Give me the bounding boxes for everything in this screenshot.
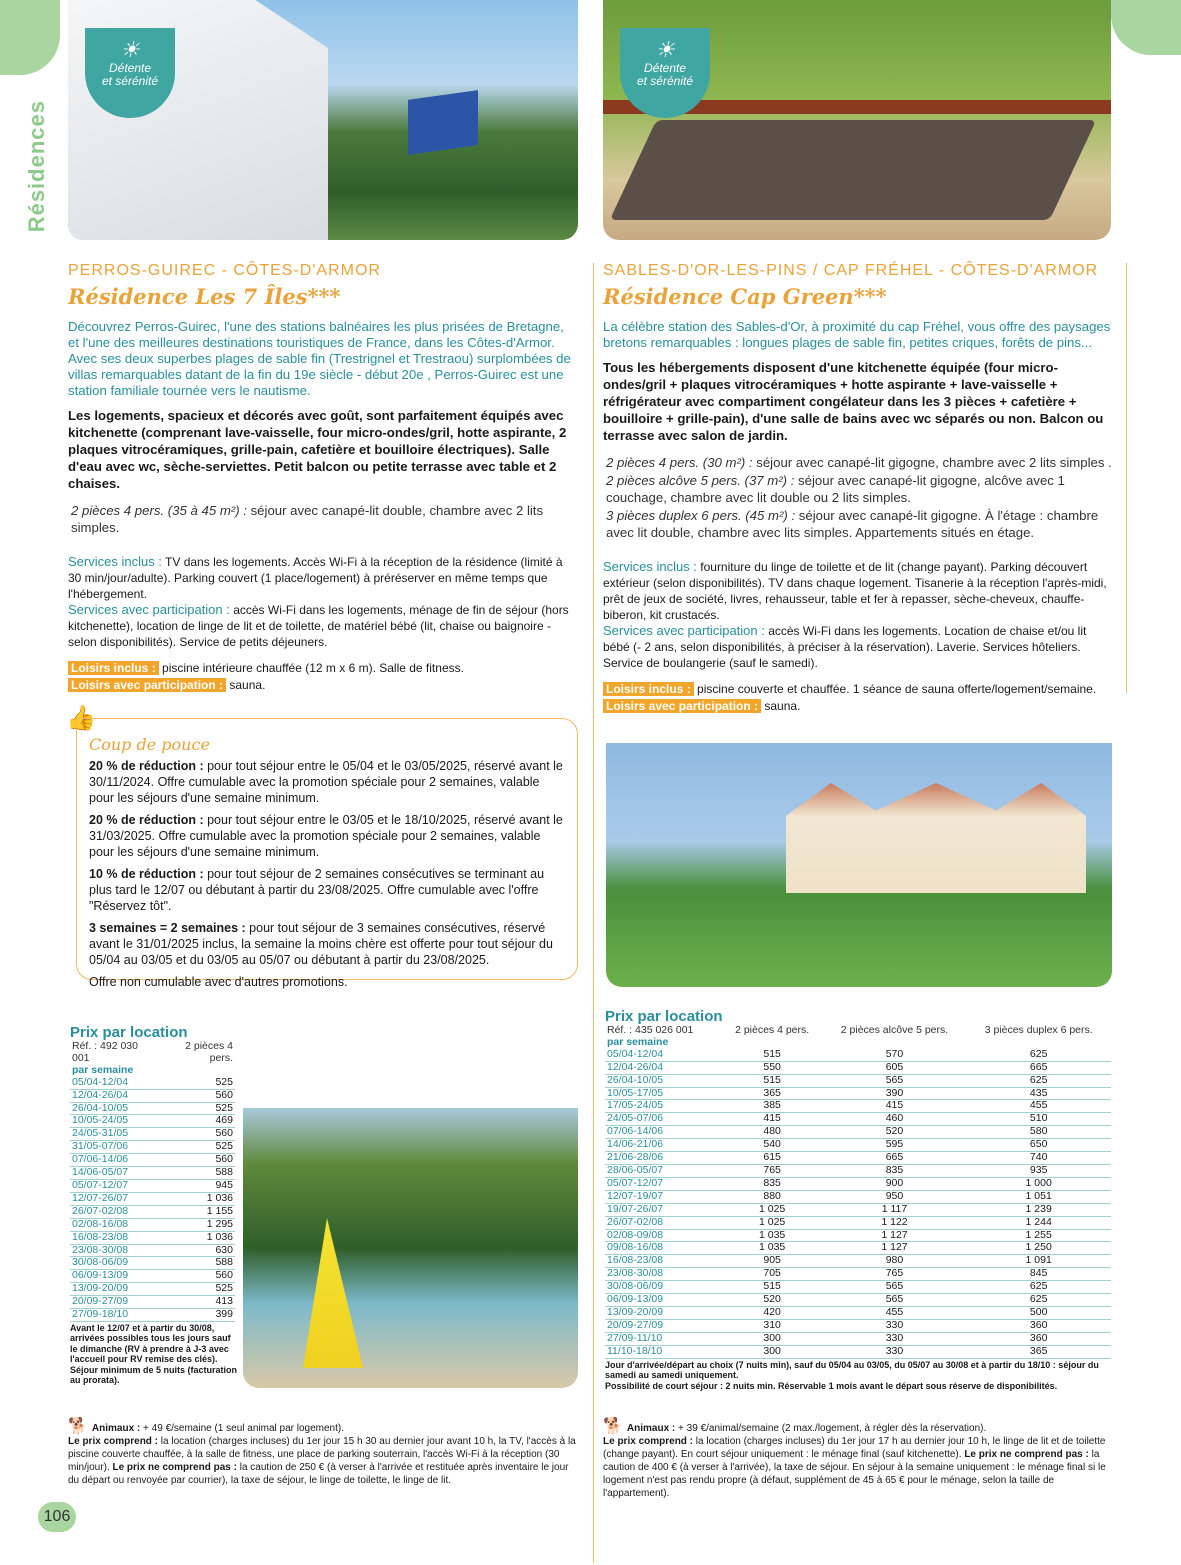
table-row: 19/07-26/07 1 025 1 117 1 239 (605, 1203, 1111, 1216)
promo-item: Offre non cumulable avec d'autres promotions. (89, 975, 348, 989)
room-type: 2 pièces alcôve 5 pers. (37 m²) : séjour avec canapé-lit gigogne, alcôve avec 1 couchage, chambre avec lit double ou 2 lits simples. (606, 473, 1065, 505)
corner-tab-left (0, 0, 60, 75)
promo-item: 20 % de réduction : pour tout séjour entre le 03/05 et le 18/10/2025, réservé avant le 31/03/2025. Offre cumulable avec la promotion spéciale pour 2 semaines, valable pour les séjours d'une semaine minimum. (89, 813, 563, 859)
table-row: 17/05-24/05 385 415 455 (605, 1100, 1111, 1113)
price-table-right: Prix par location Réf. : 435 026 001 2 pièces 4 pers. 2 pièces alcôve 5 pers. 3 pièces duplex 6 pers. par semaine 05/04-12/04 515 570 625 12/04-26/04 550 605 665 26/04-10/05 515 565 625 10/05-17/05 365 390 435 17/05-24/05 385 415 455 24/05-07/06 415 460 510 07/06-14/06 480 520 580 14/06-21/06 540 595 650 21/06-28/06 615 665 740 28/06-05/07 765 835 935 05/07-12/07 835 900 1 000 12/07-19/07 880 950 1 051 19/07-26/07 1 025 1 117 1 239 26/07-02/08 1 025 1 122 1 244 02/08-09/08 1 035 1 127 1 255 09/08-16/08 1 035 1 127 1 250 16/08-23/08 905 980 1 091 23/08-30/08 705 765 845 30/08-06/09 515 565 625 06/09-13/09 520 565 625 13/09-20/09 420 455 500 20/09-27/09 310 330 360 27/09-11/10 300 330 360 11/10-18/10 300 330 365 Jour d'arrivée/départ au choix (7 nuits min), sauf du 05/04 au 03/05, du 05/07 au 30/08 et à partir du 18/10 : séjour du samedi au samedi uniquement. Possibilité de court séjour : 2 nuits min. Réservable 1 mois avant le départ sous réserve de disponibilités. (605, 1008, 1113, 1391)
table-row: 05/07-12/07 835 900 1 000 (605, 1177, 1111, 1190)
table-row: 05/04-12/04 515 570 625 (605, 1049, 1111, 1061)
services: Services inclus : fourniture du linge de toilette et de lit (change payant). Parking découvert extérieur (selon disponibilités). TV dans chaque logement. Tisanerie à la réception l'après-midi, prêt de jeux de société, livres, rehausseur, table et fer à repasser, sèche-cheveux, chauffe-biberon, kit crustacés. Services avec participation : accès Wi-Fi dans les logements. Location de chaise et/ou lit bébé (- 2 ans, selon disponibilités, à préciser à la réservation). Laverie. Services hôteliers. Service de boulangerie (sauf le samedi). (603, 559, 1107, 670)
table-row: 26/04-10/05 525 (72, 1101, 233, 1114)
table-row: 23/08-30/08 705 765 845 (605, 1268, 1111, 1281)
table-row: 26/04-10/05 515 565 625 (605, 1074, 1111, 1087)
location-title: SABLES-D'OR-LES-PINS / CAP FRÉHEL - CÔTES-D'ARMOR (603, 262, 1099, 279)
footer-conditions-right: 🐕 Animaux : + 39 €/animal/semaine (2 max./logement, à régler dès la réservation). Le prix comprend : la location (charges incluses) du 1er jour 17 h au dernier jour 10 h, le linge de lit et de toilette (change payant). En court séjour uniquement : le ménage final (sauf kitchenette). Le prix ne comprend pas : la caution de 400 € (à verser à l'arrivée), la taxe de séjour. En séjour à la semaine uniquement : le ménage final si le logement n'est pas rendu propre (à défaut, supplément de 45 à 65 € pour le ménage, selon la taille de l'appartement). (603, 1418, 1106, 1499)
table-row: 05/04-12/04 525 (72, 1075, 233, 1088)
dog-icon: 🐕 (68, 1418, 88, 1435)
page-number: 106 (38, 1502, 76, 1532)
room-types (603, 454, 1113, 541)
residence-name: Résidence Les 7 Îles*** (68, 284, 341, 309)
table-row: 12/04-26/04 560 (72, 1088, 233, 1101)
description-text: Les logements, spacieux et décorés avec goût, sont parfaitement équipés avec kitchenette (comprenant lave-vaisselle, four micro-ondes/gril, hotte aspirante, 2 plaques vitrocéramiques, grille-pain, cafetière et bouilloire électriques). Salle d'eau avec wc, sèche-serviettes. Petit balcon ou petite terrasse avec table et 2 chaises. (68, 408, 567, 491)
table-row: 10/05-17/05 365 390 435 (605, 1087, 1111, 1100)
relax-badge-right: ☀ Détente et sérénité (620, 28, 710, 118)
table-row: 26/07-02/08 1 025 1 122 1 244 (605, 1216, 1111, 1229)
table-row: 24/05-31/05 560 (72, 1127, 233, 1140)
column-divider-right (1126, 263, 1127, 693)
relax-badge-left: ☀ Détente et sérénité (85, 28, 175, 118)
residence-name: Résidence Cap Green*** (603, 284, 887, 309)
footer-conditions-left: 🐕 Animaux : + 49 €/semaine (1 seul animal par logement). Le prix comprend : la location (charges incluses) du 1er jour 15 h 30 au dernier jour avant 10 h, la TV, l'accès à la piscine couverte chauffée, à la salle de fitness, une place de parking souterrain, l'accès Wi-Fi à la réception (30 min/jour). Le prix ne comprend pas : la caution de 250 € (à verser à l'arrivée et restituée après inventaire le jour du départ ou renvoyée par courrier), la taxe de séjour, le linge de toilette, le linge de lit. (68, 1418, 576, 1486)
intro-text: La célèbre station des Sables-d'Or, à proximité du cap Fréhel, vous offre des paysages bretons remarquables : longues plages de sable fin, petites criques, forêts de pins... (603, 319, 1111, 350)
room-type: 3 pièces duplex 6 pers. (45 m²) : séjour avec canapé-lit gigogne. À l'étage : chambre avec lit double, chambre avec lits simples. Appartements situés en étage. (606, 508, 1099, 540)
price-note: Jour d'arrivée/départ au choix (7 nuits min), sauf du 05/04 au 03/05, du 05/07 au 30/08 et à partir du 18/10 : séjour du samedi au samedi uniquement. Possibilité de court séjour : 2 nuits min. Réservable 1 mois avant le départ sous réserve de disponibilités. (605, 1359, 1099, 1391)
table-row: 06/09-13/09 560 (72, 1269, 233, 1282)
intro-text: Découvrez Perros-Guirec, l'une des stations balnéaires les plus prisées de Bretagne, et l'une des meilleures destinations touristiques de France, dans les Côtes-d'Armor. Avec ses deux superbes plages de sable fin (Trestrignel et Trestraou) surplombées de villas remarquables datant de la fin du 19e siècle - début 20e , Perros-Guirec est une station familiale tournée vers le nautisme. (68, 319, 571, 398)
table-row: 12/07-26/07 1 036 (72, 1191, 233, 1204)
table-row: 13/09-20/09 420 455 500 (605, 1306, 1111, 1319)
table-row: 28/06-05/07 765 835 935 (605, 1164, 1111, 1177)
table-subheader: par semaine (607, 1035, 669, 1048)
residence-cap-green (603, 262, 1113, 715)
table-row: 30/08-06/09 515 565 625 (605, 1281, 1111, 1294)
table-row: 02/08-09/08 1 035 1 127 1 255 (605, 1229, 1111, 1242)
table-row: 07/06-14/06 480 520 580 (605, 1126, 1111, 1139)
table-row: 10/05-24/05 469 (72, 1114, 233, 1127)
table-row: 05/07-12/07 945 (72, 1178, 233, 1191)
table-row: 14/06-21/06 540 595 650 (605, 1139, 1111, 1152)
promo-item: 3 semaines = 2 semaines : pour tout séjour de 3 semaines consécutives, réservé avant le 31/01/2025 inclus, la semaine la moins chère est offerte pour tout séjour du 05/04 au 03/05 et du 03/05 au 05/07 ou débutant à partir du 23/08/2025. (89, 921, 553, 967)
price-table-left: Prix par location Réf. : 492 030 001 2 pièces 4 pers. par semaine 05/04-12/04 525 12/04-26/04 560 26/04-10/05 525 10/05-24/05 469 24/05-31/05 560 31/05-07/06 525 07/06-14/06 560 14/06-05/07 588 05/07-12/07 945 12/07-26/07 1 036 26/07-02/08 1 155 02/08-16/08 1 295 16/08-23/08 1 036 23/08-30/08 630 30/08-06/09 588 06/09-13/09 560 13/09-20/09 525 20/09-27/09 413 27/09-18/10 399 Avant le 12/07 et à partir du 30/08, arrivées possibles tous les jours sauf le dimanche (RV à prendre à J-3 avec l'accueil pour RV remise des clés). Séjour minimum de 5 nuits (facturation au prorata). (70, 1024, 238, 1386)
table-row: 06/09-13/09 520 565 625 (605, 1294, 1111, 1307)
column-divider (593, 263, 594, 1563)
leisure: Loisirs inclus : piscine couverte et chauffée. 1 séance de sauna offerte/logement/semaine. Loisirs avec participation : sauna. (603, 681, 1113, 715)
corner-tab-right (1111, 0, 1181, 55)
table-row: 24/05-07/06 415 460 510 (605, 1113, 1111, 1126)
table-row: 09/08-16/08 1 035 1 127 1 250 (605, 1242, 1111, 1255)
table-row: 07/06-14/06 560 (72, 1153, 233, 1166)
photo-cap-green-golf (606, 743, 1112, 987)
table-row: 13/09-20/09 525 (72, 1282, 233, 1295)
table-row: 12/07-19/07 880 950 1 051 (605, 1190, 1111, 1203)
table-row: 31/05-07/06 525 (72, 1140, 233, 1153)
table-row: 11/10-18/10 300 330 365 (605, 1345, 1111, 1358)
table-row: 12/04-26/04 550 605 665 (605, 1061, 1111, 1074)
promo-item: 20 % de réduction : pour tout séjour entre le 05/04 et le 03/05/2025, réservé avant le 30/11/2024. Offre cumulable avec la promotion spéciale pour 2 semaines, valable pour les séjours d'une semaine minimum. (89, 759, 563, 805)
description-text: Tous les hébergements disposent d'une kitchenette équipée (four micro-ondes/gril + plaques vitrocéramiques + hotte aspirante + lave-vaisselle + réfrigérateur avec compartiment congélateur dans les 3 pièces + cafetière + bouilloire + grille-pain), d'une salle de bains avec wc séparés ou non. Balcon ou terrasse avec salon de jardin. (603, 360, 1104, 443)
table-header: Réf. : 435 026 001 2 pièces 4 pers. 2 pièces alcôve 5 pers. 3 pièces duplex 6 pers. (607, 1024, 1093, 1036)
price-note: Avant le 12/07 et à partir du 30/08, arrivées possibles tous les jours sauf le dimanche (RV à prendre à J-3 avec l'accueil pour RV remise des clés). Séjour minimum de 5 nuits (facturation au prorata). (70, 1322, 238, 1386)
table-row: 14/06-05/07 588 (72, 1166, 233, 1179)
promo-title: Coup de pouce (89, 735, 210, 754)
leisure: Loisirs inclus : piscine intérieure chauffée (12 m x 6 m). Salle de fitness. Loisirs avec participation : sauna. (68, 660, 576, 694)
sun-icon: ☀ (655, 37, 675, 62)
table-row: 16/08-23/08 1 036 (72, 1230, 233, 1243)
table-row: 26/07-02/08 1 155 (72, 1204, 233, 1217)
photo-beach-catamaran (243, 1108, 578, 1388)
table-row: 27/09-18/10 399 (72, 1308, 233, 1321)
room-types: 2 pièces 4 pers. (35 à 45 m²) : séjour avec canapé-lit double, chambre avec 2 lits simples. (71, 503, 544, 535)
room-type: 2 pièces 4 pers. (30 m²) : séjour avec canapé-lit gigogne, chambre avec 2 lits simples . (606, 455, 1112, 470)
section-label: Résidences (24, 100, 49, 233)
residence-les-7-iles (68, 262, 576, 694)
table-row: 20/09-27/09 413 (72, 1295, 233, 1308)
table-subheader: par semaine (72, 1063, 134, 1076)
services: Services inclus : TV dans les logements. Accès Wi-Fi à la réception de la résidence (limité à 30 min/jour/adulte). Parking couvert (1 place/logement) à préréserver en même temps que l'hébergement. Services avec participation : accès Wi-Fi dans les logements, ménage de fin de séjour (hors kitchenette), location de linge de lit et de toilette, de matériel bébé (lit, chaise ou baignoire - selon disponibilités). Service de petits déjeuners. (68, 554, 569, 649)
table-row: 16/08-23/08 905 980 1 091 (605, 1255, 1111, 1268)
promo-box (76, 718, 578, 989)
thumbs-up-icon: 👍 (66, 705, 96, 732)
location-title: PERROS-GUIREC - CÔTES-D'ARMOR (68, 262, 381, 279)
table-row: 23/08-30/08 630 (72, 1243, 233, 1256)
table-header: Réf. : 492 030 001 2 pièces 4 pers. (72, 1040, 233, 1064)
dog-icon: 🐕 (603, 1418, 623, 1435)
table-row: 21/06-28/06 615 665 740 (605, 1152, 1111, 1165)
table-row: 27/09-11/10 300 330 360 (605, 1332, 1111, 1345)
promo-item: 10 % de réduction : pour tout séjour de 2 semaines consécutives se terminant au plus tard le 12/07 ou débutant à partir du 23/08/2025. Offre cumulable avec l'offre "Réservez tôt". (89, 867, 545, 913)
table-row: 30/08-06/09 588 (72, 1256, 233, 1269)
sun-icon: ☀ (120, 37, 140, 62)
table-row: 02/08-16/08 1 295 (72, 1217, 233, 1230)
table-row: 20/09-27/09 310 330 360 (605, 1319, 1111, 1332)
